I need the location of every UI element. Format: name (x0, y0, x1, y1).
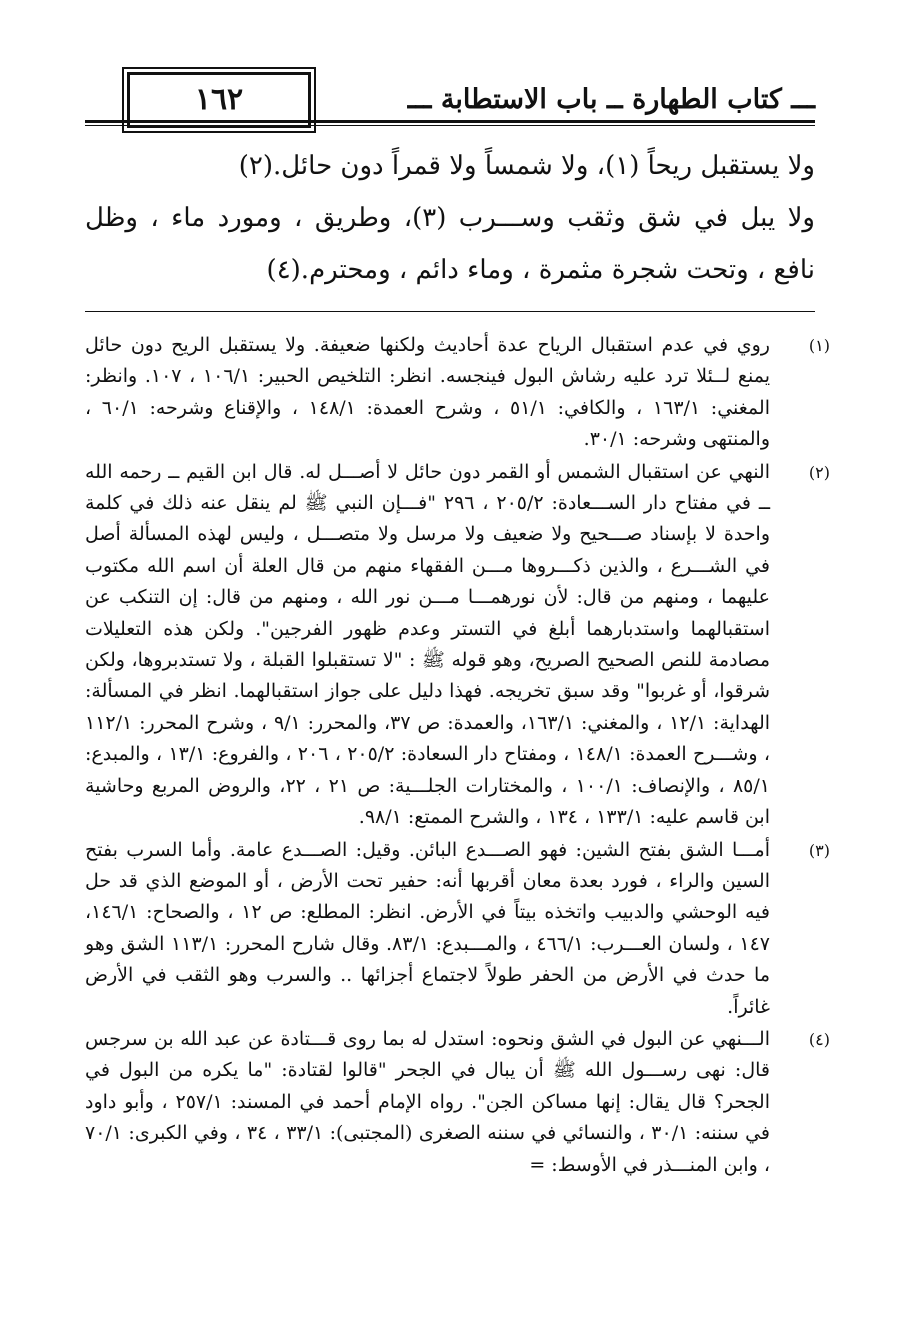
running-title: ـــ كتاب الطهارة ــ باب الاستطابة ـــ (407, 84, 815, 115)
footnote (85, 457, 830, 834)
footnote-number: (٤) (808, 1029, 830, 1049)
footnote-separator (85, 311, 815, 312)
main-paragraph-1: ولا يستقبل ريحاً (١)، ولا شمساً ولا قمراً دون حائل.(٢) (238, 151, 815, 181)
main-text (85, 140, 815, 296)
footnote-text: أمـــا الشق بفتح الشين: فهو الصـــدع البائن. وقيل: الصـــدع عامة. وأما السرب بفتح السين والراء ، فورد بعدة معان أقربها أنه: حفير تحت الأرض ، أو الموضع الذي قد حل فيه الوحشي والدبيب واتخذه بيتاً في الأرض. انظر: المطلع: ص ١٢ ، والصحاح: ١٤٦/١، ١٤٧ ، ولسان العـــرب: ٤٦٦/١ ، والمـــبدع: ٨٣/١. وقال شارح المحرر: ١١٣/١ الشق وهو ما حدث في الأرض من الحفر طولاً لاجتماع أجزائها .. والسرب وهو الثقب في الأرض غائراً. (85, 838, 771, 1018)
footnote-number: (١) (808, 336, 830, 355)
footnote-number: (٣) (808, 840, 830, 860)
header-rule (85, 120, 815, 123)
main-paragraph-2: ولا يبل في شق وثقب وســـرب (٣)، وطريق ، ومورد ماء ، وظل نافع ، وتحت شجرة مثمرة ، وماء دائم ، ومحترم.(٤) (85, 203, 815, 285)
page-number: ١٦٢ (127, 72, 311, 128)
footnote (85, 1024, 830, 1181)
footnote (85, 330, 830, 456)
footnote-number: (٢) (808, 462, 830, 482)
footnote (85, 835, 830, 1023)
footnotes (85, 330, 830, 1181)
footnote-text: الـــنهي عن البول في الشق ونحوه: استدل له بما روى قـــتادة عن عبد الله بن سرجس قال: نهى رســـول الله ﷺ أن يبال في الجحر "قالوا لقتادة: "ما يكره من البول في الجحر؟ قال يقال: إنها مساكن الجن". رواه الإمام أحمد في المسند: ٢٥٧/١ ، وأبو داود في سننه: ٣٠/١ ، والنسائي في سننه الصغرى (المجتبى): ٣٣/١ ، ٣٤ ، وفي الكبرى: ٧٠/١ ، وابن المنـــذر في الأوسط: = (85, 1027, 770, 1176)
header-rule-thin (85, 125, 815, 126)
footnote-text: النهي عن استقبال الشمس أو القمر دون حائل لا أصـــل له. قال ابن القيم ــ رحمه الله ــ في مفتاح دار الســـعادة: ٢٠٥/٢ ، ٢٩٦ "فـــإن النبي ﷺ لم ينقل عنه ذلك في كلمة واحدة لا بإسناد صـــحيح ولا ضعيف ولا مرسل ولا متصـــل ، وليس لهذه المسألة أصل في الشـــرع ، والذين ذكـــروها مـــن الفقهاء منهم من قال العلة أن اسم الله مكتوب عليهما ، ومنهم من قال: لأن نورهمـــا مـــن نور الله ، ومنهم من قال: إن التنكب عن استقبالهما واستدبارهما أبلغ في التستر وعدم ظهور الفرجين". ولكن هذه التعليلات مصادمة للنص الصحيح الصريح، وهو قوله ﷺ : "لا تستقبلوا القبلة ، ولا تستدبروها، ولكن شرقوا، أو غربوا" وقد سبق تخريجه. فهذا دليل على جواز استقبالهما. انظر في المسألة: الهداية: ١٢/١ ، والمغني: ١٦٣/١، والعمدة: ص ٣٧، والمحرر: ٩/١ ، وشرح المحرر: ١١٢/١ ، وشـــرح العمدة: ١٤٨/١ ، ومفتاح دار السعادة: ٢٠٥/٢ ، ٢٠٦ ، والفروع: ١٣/١ ، والمبدع: ٨٥/١ ، والإنصاف: ١٠٠/١ ، والمختارات الجلـــية: ص ٢١ ، ٢٢، والروض المربع وحاشية ابن قاسم عليه: ١٣٣/١ ، ١٣٤ ، والشرح الممتع: ٩٨/١. (85, 460, 771, 829)
footnote-text: روي في عدم استقبال الرياح عدة أحاديث ولكنها ضعيفة. ولا يستقبل الريح دون حائل يمنع لــئلا ترد عليه رشاش البول فينجسه. انظر: التلخيص الحبير: ١٠٦/١ ، ١٠٧. وانظر: المغني: ١٦٣/١ ، والكافي: ٥١/١ ، وشرح العمدة: ١٤٨/١ ، والإقناع وشرحه: ٦٠/١ ، والمنتهى وشرحه: ٣٠/١. (85, 334, 770, 451)
